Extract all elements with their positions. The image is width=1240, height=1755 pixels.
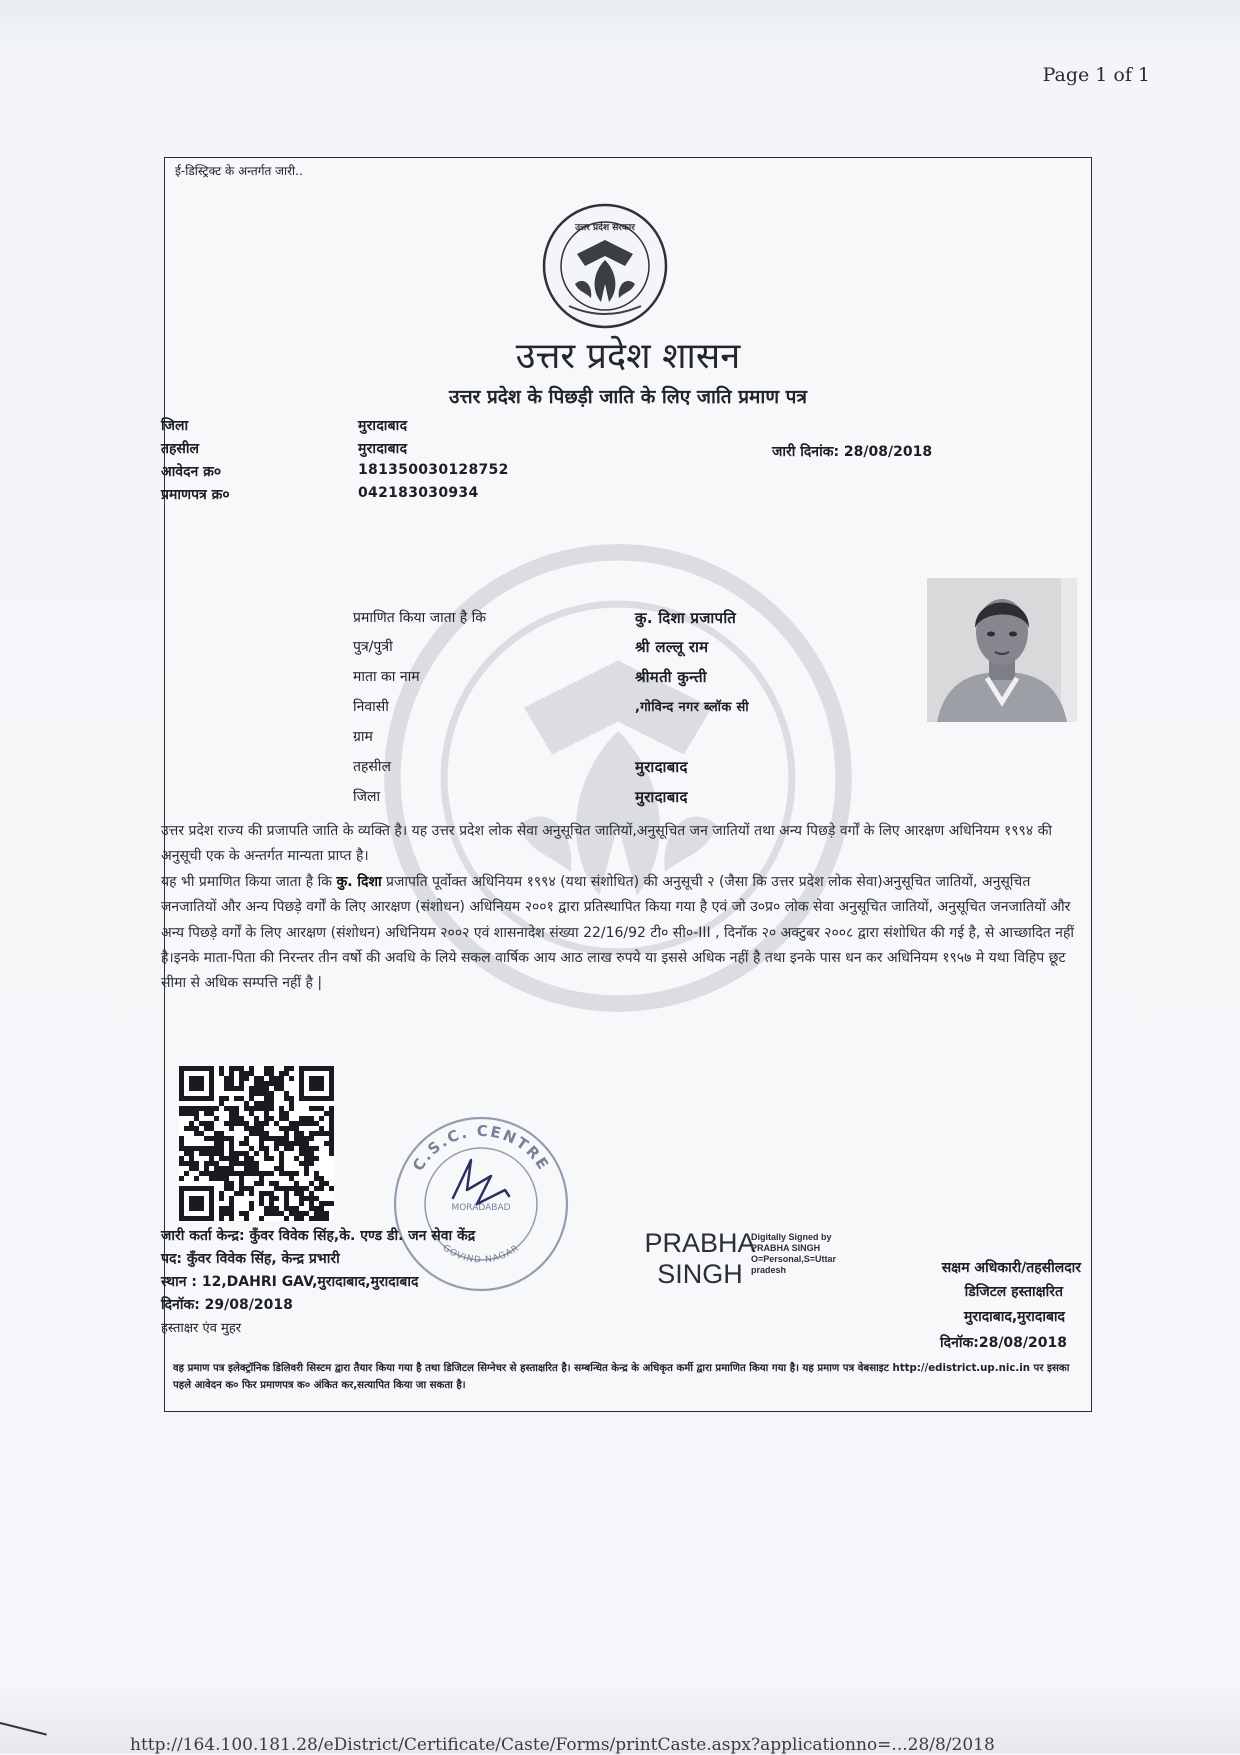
signature-meta-line4: pradesh <box>751 1265 787 1275</box>
father-name: श्री लल्लू राम <box>635 638 709 656</box>
caste-statement: उत्तर प्रदेश राज्य की प्रजापति जाति के व्यक्ति है। यह उत्तर प्रदेश लोक सेवा अनुसूचित जातियों,अनुसूचित जन जातियों तथा अन्य पिछड़े वर्गों के लिए आरक्षण अधिनियम १९९४ की अनुसूची एक के अन्तर्गत मान्यता प्राप्त है। <box>161 823 1052 865</box>
digital-signer-line1: PRABHA <box>644 1228 756 1258</box>
certificate <box>161 157 1092 1412</box>
digital-signer-name <box>635 1228 765 1290</box>
certified-name: कु. दिशा प्रजापति <box>635 609 737 627</box>
authority-title: सक्षम अधिकारी/तहसीलदार <box>941 1260 1081 1276</box>
exclusion-name: कु. दिशा <box>336 874 382 890</box>
page-number: Page 1 of 1 <box>1042 64 1150 86</box>
qr-code <box>179 1066 334 1221</box>
issue-date-value: 28/08/2018 <box>843 444 933 460</box>
village-label: ग्राम <box>353 729 373 745</box>
application-label: आवेदन क्र० <box>161 464 222 480</box>
issue-date-label: जारी दिनांक: <box>772 444 840 460</box>
applicant-photo <box>927 578 1077 722</box>
relation-label: पुत्र/पुत्री <box>353 639 393 655</box>
applicant-photo-image <box>927 578 1077 722</box>
person-district-label: जिला <box>353 789 381 805</box>
signature-meta-line3: O=Personal,S=Uttar <box>751 1254 837 1264</box>
certificate-number: 042183030934 <box>358 485 479 501</box>
issuer-designation: पद: कुँवर विवेक सिंह, केन्द्र प्रभारी <box>161 1251 340 1267</box>
stamp-top-text: C.S.C. CENTRE <box>408 1121 554 1175</box>
authority-date: दिनॉक:28/08/2018 <box>940 1335 1067 1351</box>
exclusion-statement <box>161 870 1077 996</box>
person-tehsil-value: मुरादाबाद <box>635 758 688 776</box>
issuing-centre: जारी कर्ता केन्द्र: कुँवर विवेक सिंह,के. एण्ड डी. जन सेवा केंद्र <box>161 1228 476 1244</box>
signature-meta-line1: Digitally Signed by <box>751 1232 832 1242</box>
issuer-place: स्थान : 12,DAHRI GAV,मुरादाबाद,मुरादाबाद <box>161 1274 419 1290</box>
certificate-no-label: प्रमाणपत्र क्र० <box>161 487 230 503</box>
application-number: 181350030128752 <box>358 462 509 478</box>
issuer-date: दिनॉक: 29/08/2018 <box>161 1297 293 1313</box>
tehsil-label: तहसील <box>161 441 199 457</box>
sign-and-seal-label: हस्ताक्षर एंव मुहर <box>161 1321 242 1336</box>
district-label: जिला <box>161 418 189 434</box>
mother-label: माता का नाम <box>353 669 420 685</box>
resident-label: निवासी <box>353 699 389 715</box>
print-url: http://164.100.181.28/eDistrict/Certificate/Caste/Forms/printCaste.aspx?applicationno=...28/8/2018 <box>130 1735 995 1755</box>
stamp-bottom-text: GOVIND NAGAR <box>440 1243 522 1266</box>
authority-digital-signed: डिजिटल हस्ताक्षरित <box>964 1284 1063 1300</box>
emblem-text: उत्तर प्रदेश सरकार <box>575 223 635 233</box>
mother-name: श्रीमती कुन्ती <box>635 668 707 686</box>
digital-signer-line2: SINGH <box>657 1259 743 1289</box>
tehsil-value: मुरादाबाद <box>358 441 408 457</box>
resident-address: ,गोविन्द नगर ब्लॉक सी <box>635 700 749 715</box>
exclusion-lead: यह भी प्रमाणित किया जाता है कि <box>161 874 332 890</box>
handwritten-signature <box>453 1160 509 1204</box>
exclusion-text: प्रजापति पूर्वोक्त अधिनियम १९९४ (यथा संशोधित) की अनुसूची २ (जैसा कि उत्तर प्रदेश लोक सेवा)अनुसूचित जातियों, अनुसूचित जनजातियों और अन्य पिछड़े वर्गों के लिए आरक्षण (संशोधन) अधिनियम २००१ द्वारा प्रतिस्थापित किया गया है एवं जो उ०प्र० लोक सेवा अनुसूचित जातियों, अनुसूचित जनजातियों और अन्य पिछड़े वर्गों के लिए आरक्षण (संशोधन) अधिनियम २००२ एवं शासनादेश संख्या 22/16/92 टी० सी०-III , दिनॉक २० अक्टुबर २००८ द्वारा संशोधित की गई है, से आच्छादित नहीं है।इनके माता-पिता की निरन्तर तीन वर्षो की अवधि के लिये सकल वार्षिक आय आठ लाख रुपये या इससे अधिक नहीं है तथा इनके पास धन कर अधिनियम १९५७ मे यथा विहिप छूट सीमा से अधिक सम्पत्ति नहीं है | <box>161 874 1075 992</box>
person-tehsil-label: तहसील <box>353 759 391 775</box>
stamp-middle-text: MORADABAD <box>451 1203 511 1213</box>
signature-meta-line2: PRABHA SINGH <box>751 1243 821 1253</box>
verification-note: वह प्रमाण पत्र इलेक्ट्रॉनिक डिलिवरी सिस्टम द्वारा तैयार किया गया है तथा डिजिटल सिग्नेचर से हस्ताक्षरित है। सम्बन्धित केन्द्र के अधिकृत कर्मी द्वारा प्रमाणित किया गया है। यह प्रमाण पत्र वेबसाइट http://edistrict.up.nic.in पर इसका पहले आवेदन क० फिर प्रमाणपत्र क० अंकित कर,सत्यापित किया जा सकता है। <box>173 1363 1070 1391</box>
certified-label: प्रमाणित किया जाता है कि <box>353 610 487 626</box>
government-title: उत्तर प्रदेश शासन <box>515 336 741 377</box>
authority-place: मुरादाबाद,मुरादाबाद <box>964 1309 1065 1325</box>
issue-date <box>772 442 932 461</box>
person-district-value: मुरादाबाद <box>635 788 688 806</box>
edistrict-note: ई-डिस्ट्रिक्ट के अन्तर्गत जारी.. <box>175 164 303 178</box>
certificate-title: उत्तर प्रदेश के पिछड़ी जाति के लिए जाति प्रमाण पत्र <box>449 386 807 408</box>
district-value: मुरादाबाद <box>358 418 408 434</box>
digital-signature-meta <box>751 1232 861 1276</box>
